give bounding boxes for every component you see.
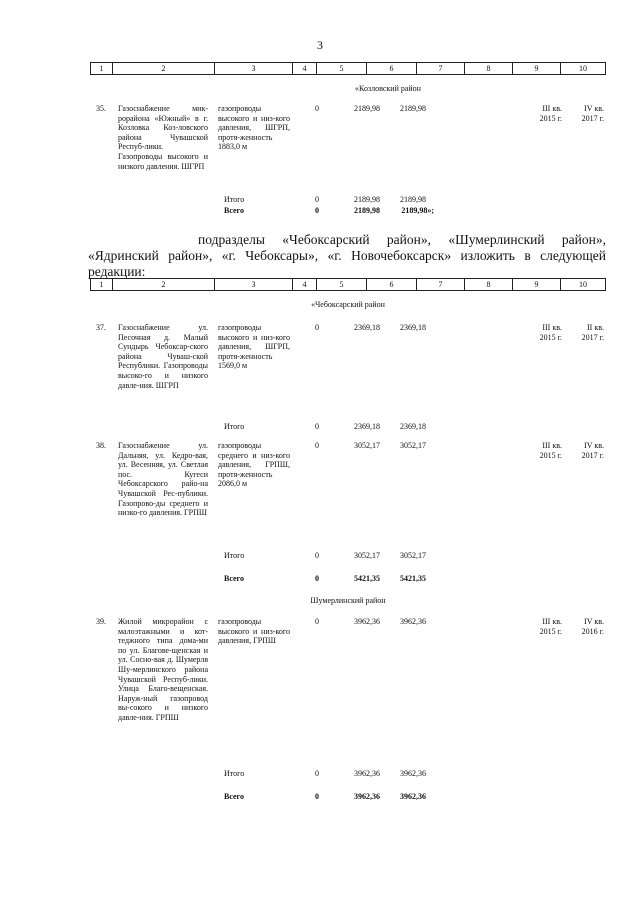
cell-col4: 0 — [315, 104, 319, 113]
col-header-8: 8 — [464, 63, 512, 74]
col-header-10: 10 — [560, 279, 606, 290]
subtotal-col4: 0 — [315, 422, 319, 431]
subtotal-label: Итого — [224, 195, 245, 204]
cell-col6: 3052,17 — [400, 441, 426, 450]
end-date: IV кв. 2017 г. — [581, 104, 604, 123]
region-heading: «Козловский район — [355, 84, 421, 93]
cell-col6: 2369,18 — [400, 323, 426, 332]
total-col6: 3962,36 — [400, 792, 426, 801]
col-header-2: 2 — [112, 279, 214, 290]
end-date: IV кв. 2017 г. — [581, 441, 604, 460]
object-type: газопроводы высокого и низ-кого давления, ШГРП, протя-женность 1569,0 м — [218, 323, 290, 371]
object-description: Газоснабжение ул. Песочная д. Малый Сундырь Чебоксар-ского района Чуваш-ской Республики. Газопроводы высоко-го и низкого давле-ния. ШГРП — [118, 323, 208, 390]
subtotal-label: Итого — [224, 769, 245, 778]
page-number: 3 — [317, 38, 323, 52]
total-col5: 2189,98 — [354, 206, 380, 215]
total-col4: 0 — [315, 206, 319, 215]
cell-col5: 2189,98 — [354, 104, 380, 113]
row-number: 37. — [96, 323, 106, 332]
subtotal-col4: 0 — [315, 551, 319, 560]
subtotal-col6: 2369,18 — [400, 422, 426, 431]
start-date: III кв. 2015 г. — [539, 441, 562, 460]
total-label: Всего — [224, 206, 244, 215]
total-col4: 0 — [315, 792, 319, 801]
total-col6: 5421,35 — [400, 574, 426, 583]
object-description: Газоснабжение ул. Дальняя, ул. Кедро-вая, ул. Весенняя, ул. Светлая пос. Кугеси Чебоксарского райо-на Чувашской Рес-публики. Газопрово-ды среднего и низко-го давления. ГРПШ — [118, 441, 208, 518]
total-col5: 3962,36 — [354, 792, 380, 801]
object-description: Жилой микрорайон с малоэтажными и кот-теджного типа дома-ми по ул. Благове-щенская и ул. Соcно-вая д. Шумерля Шу-мерлинского района Чувашской Респуб-лики. Улица Благо-вещенская. Наруж-ный газопровод вы-сокого и низкого давле-ния. ГРПШ — [118, 617, 208, 722]
col-header-3: 3 — [214, 63, 292, 74]
col-header-10: 10 — [560, 63, 606, 74]
col-header-6: 6 — [366, 63, 416, 74]
subtotal-col5: 3962,36 — [354, 769, 380, 778]
subtotal-col4: 0 — [315, 769, 319, 778]
col-header-1: 1 — [90, 279, 112, 290]
subtotal-col6: 2189,98 — [400, 195, 426, 204]
end-date: IV кв. 2016 г. — [581, 617, 604, 636]
col-header-4: 4 — [292, 279, 316, 290]
subtotal-col5: 3052,17 — [354, 551, 380, 560]
object-type: газопроводы высокого и низ-кого давления, ГРПШ — [218, 617, 290, 646]
col-header-6: 6 — [366, 279, 416, 290]
start-date: III кв. 2015 г. — [539, 104, 562, 123]
row-number: 35. — [96, 104, 106, 113]
cell-col5: 3052,17 — [354, 441, 380, 450]
subtotal-col5: 2369,18 — [354, 422, 380, 431]
col-header-4: 4 — [292, 63, 316, 74]
region-heading: Шумерлинский район — [310, 596, 386, 605]
object-type: газопроводы высокого и низ-кого давления, ШГРП, протя-женность 1883,0 м — [218, 104, 290, 152]
start-date: III кв. 2015 г. — [539, 323, 562, 342]
row-number: 38. — [96, 441, 106, 450]
table-column-header — [90, 62, 606, 75]
total-col4: 0 — [315, 574, 319, 583]
cell-col5: 2369,18 — [354, 323, 380, 332]
col-header-3: 3 — [214, 279, 292, 290]
object-description: Газоснабжение мик-рорайона «Южный» в г. Козловка Коз-ловского района Чувашской Респуб-лики. Газопроводы высокого и низкого давления. ШГРП — [118, 104, 208, 171]
col-header-2: 2 — [112, 63, 214, 74]
instruction-paragraph: подразделы «Чебоксарский район», «Шумерлинский район», «Ядринский район», «г. Чебоксары», «г. Новочебоксарск» изложить в следующей редакции: — [88, 232, 606, 279]
cell-col6: 2189,98 — [400, 104, 426, 113]
subtotal-col6: 3962,36 — [400, 769, 426, 778]
col-header-9: 9 — [512, 63, 560, 74]
cell-col4: 0 — [315, 617, 319, 626]
subtotal-label: Итого — [224, 551, 245, 560]
start-date: III кв. 2015 г. — [539, 617, 562, 636]
subtotal-col6: 3052,17 — [400, 551, 426, 560]
total-col5: 5421,35 — [354, 574, 380, 583]
col-header-5: 5 — [316, 279, 366, 290]
table-column-header — [90, 278, 606, 291]
cell-col4: 0 — [315, 323, 319, 332]
col-header-7: 7 — [416, 279, 464, 290]
subtotal-col5: 2189,98 — [354, 195, 380, 204]
col-header-7: 7 — [416, 63, 464, 74]
cell-col4: 0 — [315, 441, 319, 450]
object-type: газопроводы среднего и низ-кого давления, ГРПШ, протя-женность 2086,0 м — [218, 441, 290, 489]
region-heading: «Чебоксарский район — [311, 300, 385, 309]
total-label: Всего — [224, 792, 244, 801]
cell-col5: 3962,36 — [354, 617, 380, 626]
total-label: Всего — [224, 574, 244, 583]
subtotal-label: Итого — [224, 422, 245, 431]
col-header-5: 5 — [316, 63, 366, 74]
col-header-9: 9 — [512, 279, 560, 290]
cell-col6: 3962,36 — [400, 617, 426, 626]
end-date: II кв. 2017 г. — [581, 323, 604, 342]
subtotal-col4: 0 — [315, 195, 319, 204]
row-number: 39. — [96, 617, 106, 626]
total-col6: 2189,98»; — [401, 206, 434, 215]
col-header-8: 8 — [464, 279, 512, 290]
col-header-1: 1 — [90, 63, 112, 74]
